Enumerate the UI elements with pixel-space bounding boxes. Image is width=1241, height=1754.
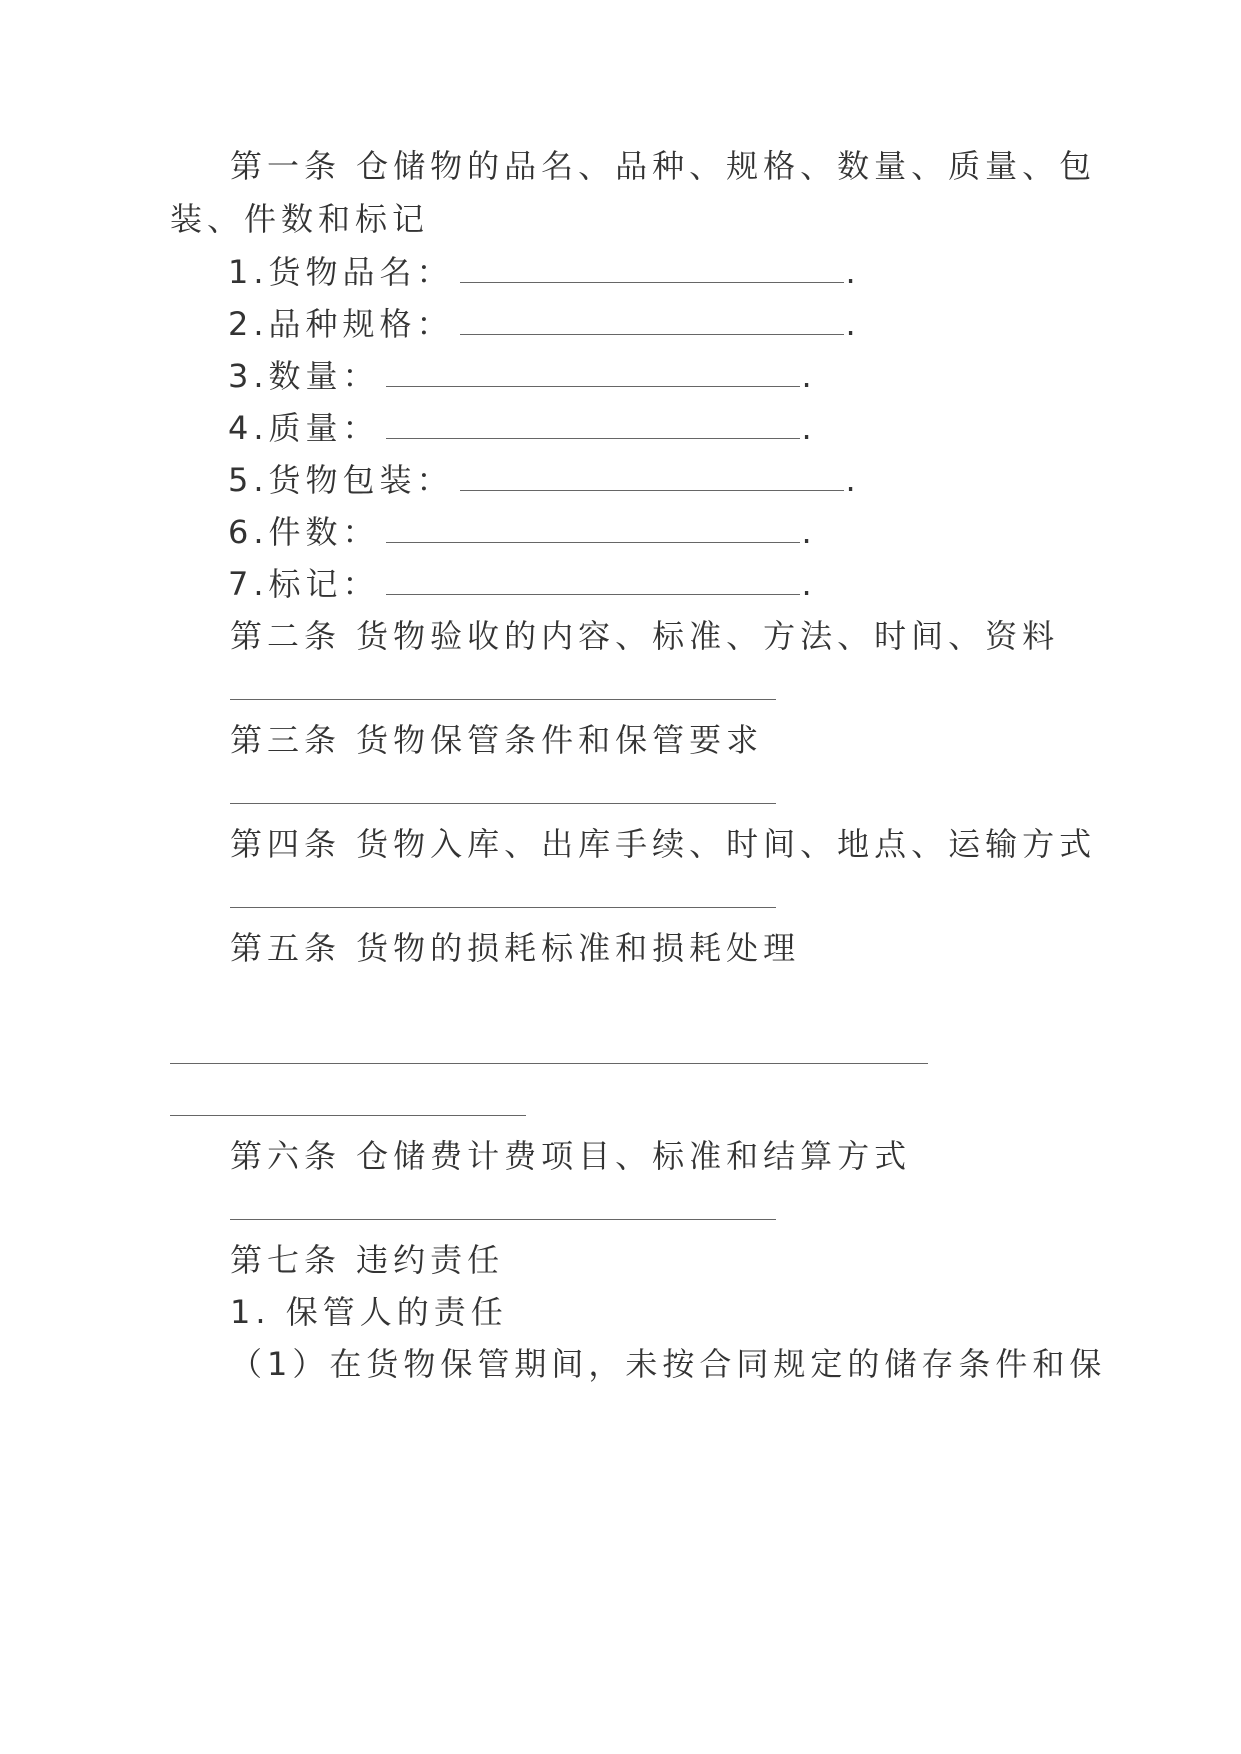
article-4-answer-blank[interactable]	[230, 907, 776, 908]
field-quality	[228, 408, 817, 448]
field-label: 6.件数：	[228, 513, 380, 551]
article-4-heading: 第四条 货物入库、出库手续、时间、地点、运输方式	[230, 825, 1097, 863]
article-1-heading-line-1: 第一条 仓储物的品名、品种、规格、数量、质量、包	[230, 147, 1097, 185]
article-5-heading: 第五条 货物的损耗标准和损耗处理	[230, 929, 801, 967]
article-3-answer-blank[interactable]	[230, 803, 776, 804]
field-end: .	[845, 305, 861, 343]
field-label: 5.货物包装：	[228, 461, 454, 499]
quality-blank[interactable]	[386, 412, 800, 439]
packaging-blank[interactable]	[460, 464, 844, 491]
field-label: 3.数量：	[228, 357, 380, 395]
goods-name-blank[interactable]	[460, 256, 844, 283]
field-end: .	[801, 565, 817, 603]
article-1-heading-line-2: 装、件数和标记	[170, 200, 430, 238]
article-6-answer-blank[interactable]	[230, 1219, 776, 1220]
article-5-answer-blank-line-2[interactable]	[170, 1115, 526, 1116]
article-7-heading: 第七条 违约责任	[230, 1241, 505, 1279]
field-packaging	[228, 460, 861, 500]
article-3-heading: 第三条 货物保管条件和保管要求	[230, 721, 764, 759]
variety-spec-blank[interactable]	[460, 308, 844, 335]
article-7-item-1: （1）在货物保管期间，未按合同规定的储存条件和保	[230, 1345, 1107, 1383]
article-7-subheading-custodian: 1. 保管人的责任	[230, 1293, 508, 1331]
field-quantity	[228, 356, 817, 396]
article-2-answer-blank[interactable]	[230, 699, 776, 700]
field-end: .	[801, 409, 817, 447]
article-5-answer-blank-line-1[interactable]	[170, 1063, 928, 1064]
field-end: .	[801, 513, 817, 551]
field-label: 4.质量：	[228, 409, 380, 447]
field-label: 2.品种规格：	[228, 305, 454, 343]
field-marks	[228, 564, 817, 604]
field-variety-spec	[228, 304, 861, 344]
field-goods-name	[228, 252, 861, 292]
article-2-heading: 第二条 货物验收的内容、标准、方法、时间、资料	[230, 617, 1060, 655]
field-label: 7.标记：	[228, 565, 380, 603]
field-end: .	[801, 357, 817, 395]
quantity-blank[interactable]	[386, 360, 800, 387]
field-piece-count	[228, 512, 817, 552]
piece-count-blank[interactable]	[386, 516, 800, 543]
field-end: .	[845, 461, 861, 499]
field-label: 1.货物品名：	[228, 253, 454, 291]
article-6-heading: 第六条 仓储费计费项目、标准和结算方式	[230, 1137, 912, 1175]
marks-blank[interactable]	[386, 568, 800, 595]
field-end: .	[845, 253, 861, 291]
